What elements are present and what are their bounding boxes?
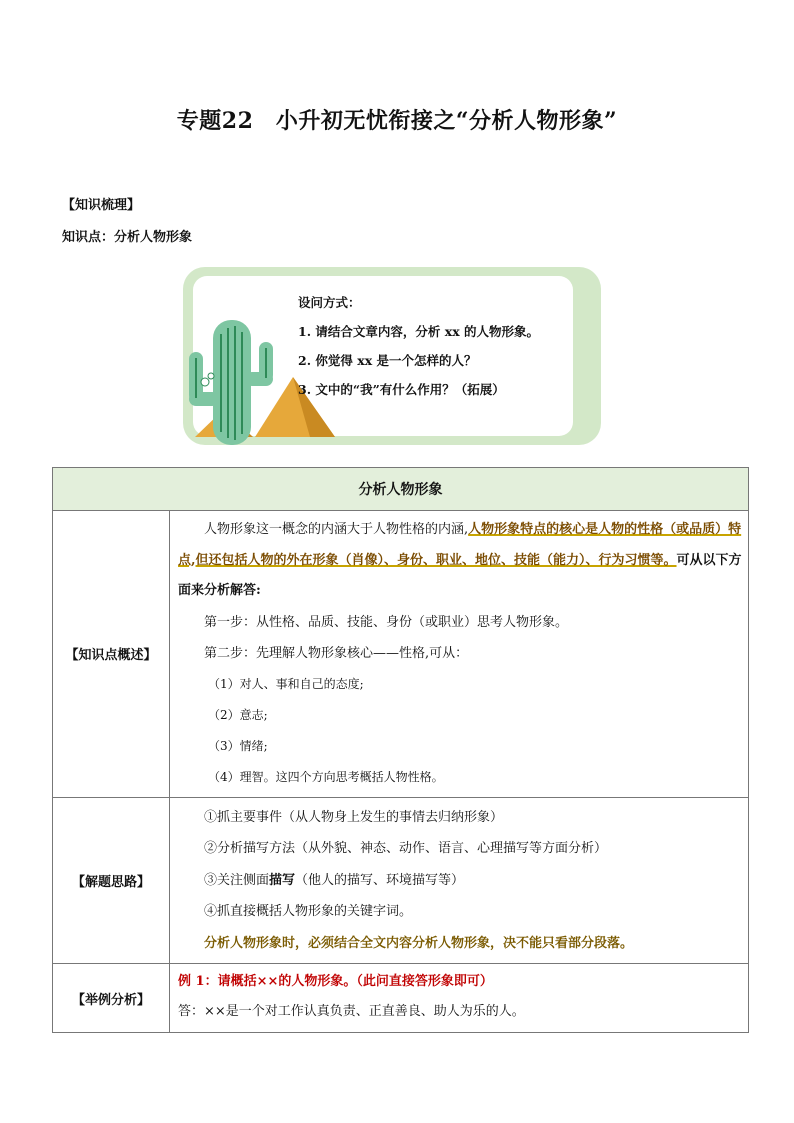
- intro-highlight: 人物形象特点的核心是人物的性格（或品质）特点,但还包括人物的外在形象（肖像）、身份、职业、地位、技能（能力）、行为习惯等。: [178, 522, 742, 568]
- question-heading: 设问方式：: [298, 295, 361, 310]
- approach-item: ②分析描写方法（从外貌、神态、动作、语言、心理描写等方面分析）: [204, 841, 608, 856]
- approach-item3-a: ③关注侧面: [204, 872, 270, 888]
- overview-content: [170, 511, 749, 798]
- approach-item: ①抓主要事件（从人物身上发生的事情去归纳形象）: [204, 809, 504, 825]
- knowledge-point: 知识点：分析人物形象: [62, 230, 193, 245]
- question-item: 1. 请结合文章内容，分析 xx 的人物形象。: [298, 324, 540, 339]
- step-one: 第一步：从性格、品质、技能、身份（或职业）思考人物形象。: [204, 614, 569, 630]
- approach-item: ④抓直接概括人物形象的关键字词。: [204, 904, 413, 919]
- intro-tail: 可从以下方面来分析解答:: [178, 552, 742, 598]
- example-content: [170, 964, 749, 1033]
- example-answer: 答：××是一个对工作认真负责、正直善良、助人为乐的人。: [178, 1004, 525, 1019]
- question-item: 3. 文中的“我”有什么作用？（拓展）: [298, 382, 505, 397]
- section-heading: 【知识梳理】: [62, 198, 141, 213]
- sub-item: （1）对人、事和自己的态度;: [208, 676, 364, 691]
- sub-item: （2）意志;: [208, 707, 268, 722]
- overview-intro: [178, 515, 742, 607]
- intro-plain: 人物形象这一概念的内涵大于人物性格的内涵,: [204, 522, 469, 537]
- approach-note: 分析人物形象时，必须结合全文内容分析人物形象，决不能只看部分段落。: [204, 935, 634, 951]
- approach-label: 【解题思路】: [53, 797, 170, 964]
- question-item: 2. 你觉得 xx 是一个怎样的人？: [298, 353, 477, 368]
- example-label: 【举例分析】: [53, 964, 170, 1033]
- example-question: 例 1：请概括××的人物形象。（此问直接答形象即可）: [178, 974, 493, 989]
- sub-item: （3）情绪;: [208, 738, 268, 753]
- sub-item: （4）理智。这四个方向思考概括人物性格。: [208, 769, 444, 784]
- question-box: [298, 288, 539, 404]
- page-title: 专题22 小升初无忧衔接之“分析人物形象”: [176, 108, 618, 134]
- overview-label: 【知识点概述】: [53, 511, 170, 798]
- approach-item3-bold: 描写: [269, 872, 296, 888]
- step-two: 第二步：先理解人物形象核心——性格,可从：: [204, 645, 469, 661]
- approach-content: [170, 797, 749, 964]
- approach-item3-b: （他人的描写、环境描写等）: [295, 872, 465, 888]
- analysis-table: [52, 467, 749, 1033]
- approach-item: [178, 865, 742, 897]
- table-header: 分析人物形象: [53, 468, 749, 511]
